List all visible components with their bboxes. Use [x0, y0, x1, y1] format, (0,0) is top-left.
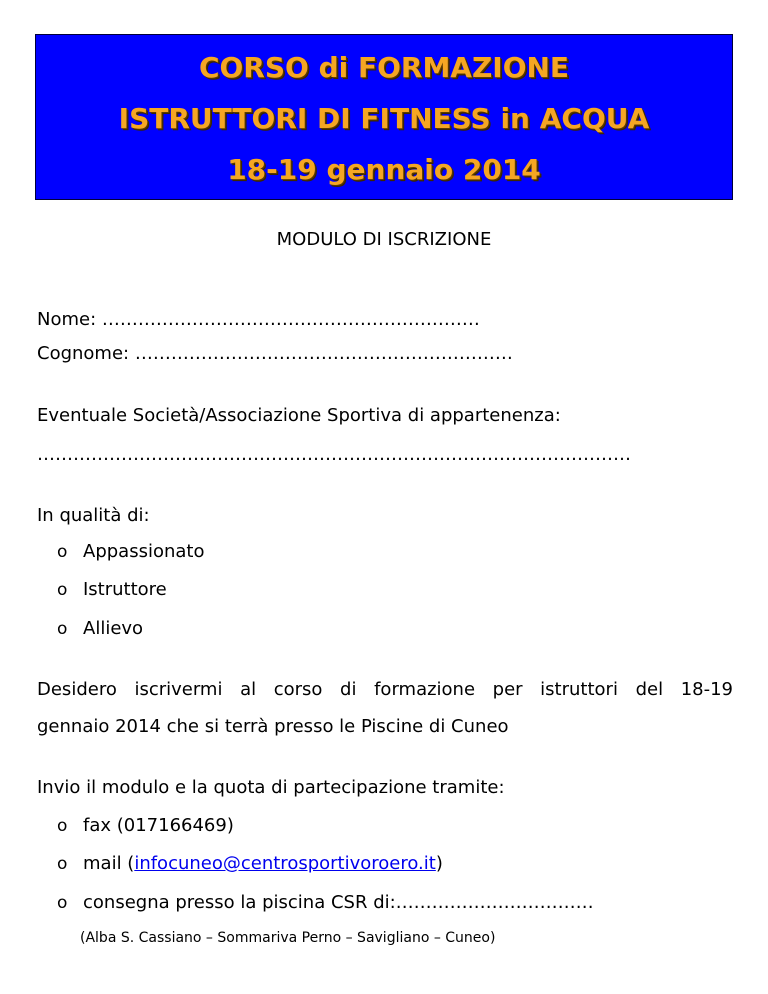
societa-field[interactable]: ……………………………………………………………………………………… [37, 444, 631, 465]
desidero-text-line-1: Desidero iscrivermi al corso di formazione per istruttori del 18-19 [37, 679, 733, 700]
consegna-text: consegna presso la piscina CSR di:…………………………… [83, 892, 594, 913]
option-label: Istruttore [83, 579, 167, 600]
desidero-text-line-2: gennaio 2014 che si terrà presso le Piscine di Cuneo [37, 716, 509, 737]
option-label: Appassionato [83, 541, 205, 562]
option-istruttore[interactable] [57, 579, 167, 601]
invio-label: Invio il modulo e la quota di partecipazione tramite: [37, 777, 505, 798]
bullet-icon: o [57, 542, 68, 562]
nome-field[interactable]: Nome: ……………………………………………………… [37, 309, 480, 330]
mail-suffix: ) [435, 853, 443, 874]
fax-text: fax (017166469) [83, 815, 234, 836]
email-link[interactable]: infocuneo@centrosportivoroero.it [134, 853, 436, 874]
mail-prefix: mail ( [83, 853, 135, 874]
locations-note: (Alba S. Cassiano – Sommariva Perno – Savigliano – Cuneo) [80, 930, 496, 946]
banner-title-line-1: CORSO di FORMAZIONE [198, 51, 570, 84]
option-label: Allievo [83, 618, 144, 639]
option-consegna[interactable] [57, 892, 594, 914]
option-allievo[interactable] [57, 618, 143, 640]
form-title: MODULO DI ISCRIZIONE [276, 229, 492, 250]
cognome-field[interactable]: Cognome: ……………………………………………………… [37, 343, 513, 364]
option-mail [57, 853, 443, 875]
option-appassionato[interactable] [57, 541, 204, 563]
bullet-icon: o [57, 893, 68, 913]
option-fax [57, 815, 234, 837]
banner-title-line-2: ISTRUTTORI DI FITNESS in ACQUA [118, 102, 650, 135]
banner-date: 18-19 gennaio 2014 [227, 153, 541, 186]
bullet-icon: o [57, 580, 68, 600]
bullet-icon: o [57, 816, 68, 836]
bullet-icon: o [57, 854, 68, 874]
bullet-icon: o [57, 619, 68, 639]
societa-label: Eventuale Società/Associazione Sportiva di appartenenza: [37, 405, 561, 426]
title-banner [35, 34, 733, 200]
qualita-label: In qualità di: [37, 505, 150, 526]
